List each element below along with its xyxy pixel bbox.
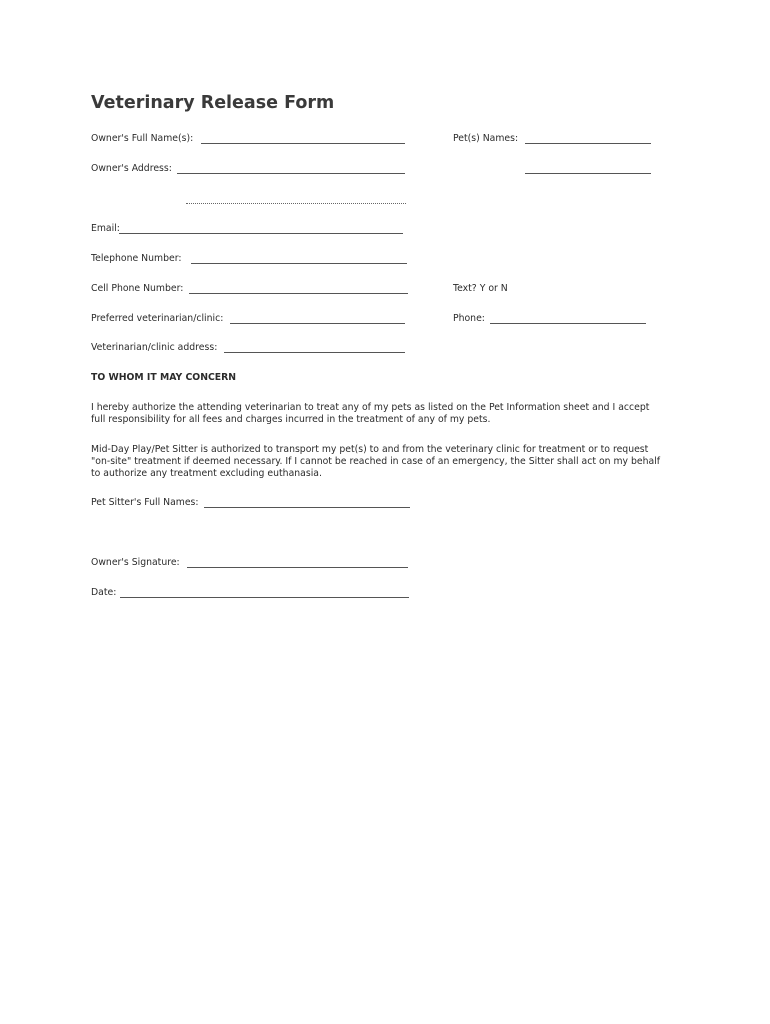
cell-phone-field[interactable] [189,293,408,294]
owner-signature-label: Owner's Signature: [91,557,180,568]
form-title: Veterinary Release Form [91,93,335,113]
pet-names-field-1[interactable] [525,143,651,144]
vet-clinic-field[interactable] [230,323,405,324]
paragraph-line: full responsibility for all fees and charges incurred in the treatment of any of my pets. [91,414,491,425]
paragraph-line: Mid-Day Play/Pet Sitter is authorized to transport my pet(s) to and from the veterinary clinic for treatment or to request [91,444,649,455]
paragraph-line: I hereby authorize the attending veterinarian to treat any of my pets as listed on the Pet Information sheet and I accept [91,402,650,413]
vet-address-label: Veterinarian/clinic address: [91,342,218,353]
vet-clinic-label: Preferred veterinarian/clinic: [91,313,224,324]
text-option-label: Text? Y or N [453,283,508,294]
sitter-names-label: Pet Sitter's Full Names: [91,497,199,508]
vet-address-field[interactable] [224,352,405,353]
date-label: Date: [91,587,117,598]
pet-names-label: Pet(s) Names: [453,133,519,144]
owner-address-field-1[interactable] [177,173,405,174]
email-field[interactable] [119,233,403,234]
pet-names-field-2[interactable] [525,173,651,174]
telephone-label: Telephone Number: [91,253,182,264]
telephone-field[interactable] [191,263,407,264]
authorization-paragraph [91,402,691,426]
vet-phone-label: Phone: [453,313,485,324]
owner-signature-field[interactable] [187,567,408,568]
email-label: Email: [91,223,120,234]
date-field[interactable] [120,597,409,598]
transport-paragraph [91,444,691,480]
owner-address-label: Owner's Address: [91,163,172,174]
cell-phone-label: Cell Phone Number: [91,283,184,294]
sitter-names-field[interactable] [204,507,410,508]
owner-address-field-2[interactable] [186,203,406,204]
paragraph-line: "on-site" treatment if deemed necessary. If I cannot be reached in case of an emergency, the Sitter shall act on my behalf [91,456,661,467]
concern-heading: TO WHOM IT MAY CONCERN [91,372,237,383]
paragraph-line: to authorize any treatment excluding euthanasia. [91,468,322,479]
vet-phone-field[interactable] [490,323,646,324]
owner-name-field[interactable] [201,143,405,144]
owner-name-label: Owner's Full Name(s): [91,133,194,144]
